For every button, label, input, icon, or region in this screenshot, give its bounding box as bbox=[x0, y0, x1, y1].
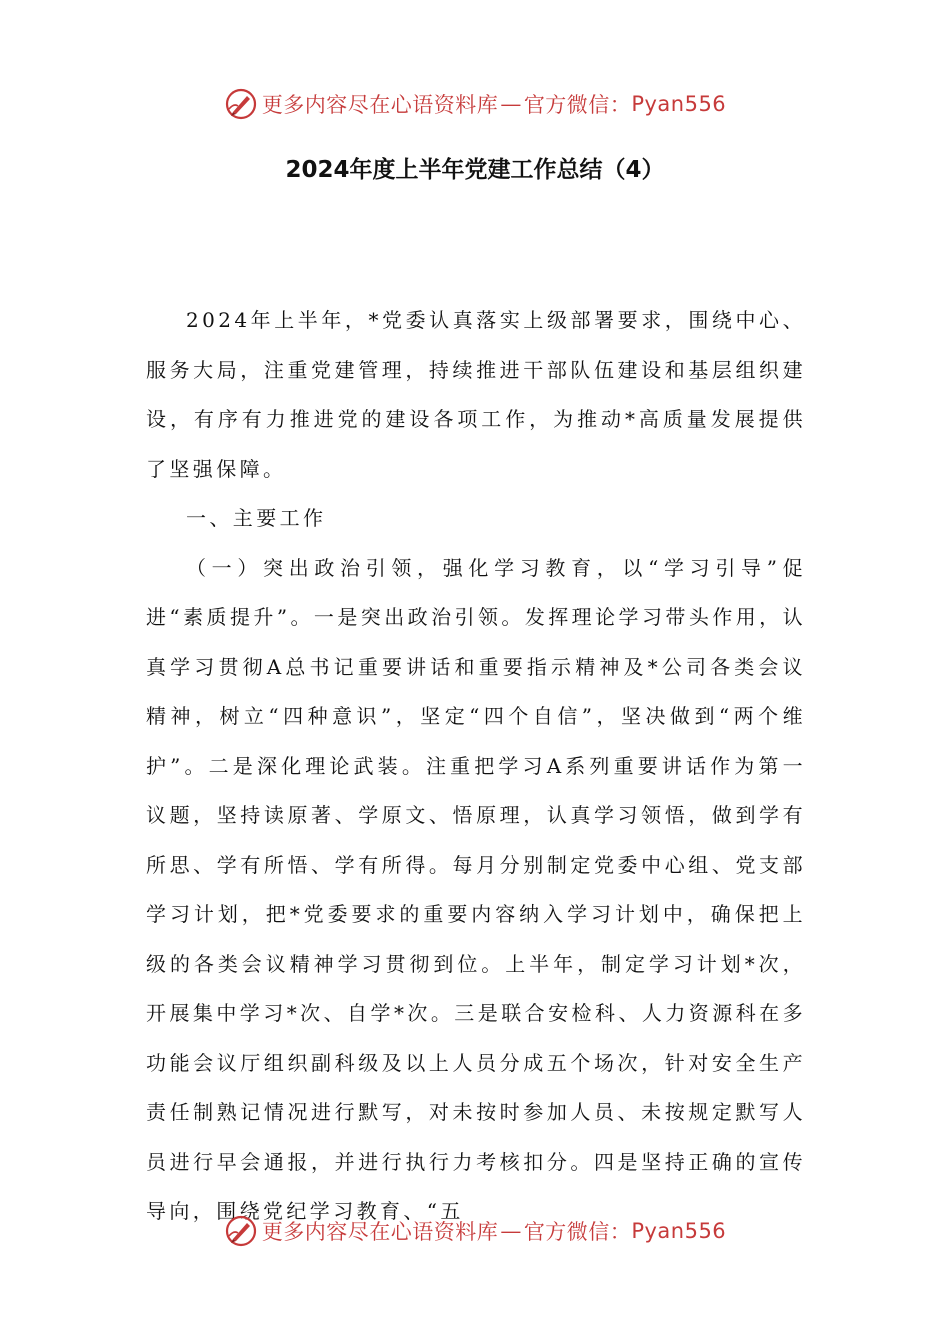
watermark-text: 更多内容尽在心语资料库 bbox=[261, 1220, 499, 1244]
watermark-text: 更多内容尽在心语资料库 bbox=[261, 93, 499, 117]
watermark-bottom bbox=[0, 1211, 950, 1251]
pen-logo-icon bbox=[224, 1214, 258, 1248]
document-body bbox=[146, 296, 806, 1237]
watermark-dash: — bbox=[500, 92, 522, 116]
paragraph-political-guidance: （一）突出政治引领，强化学习教育，以“学习引导”促进“素质提升”。一是突出政治引领。发挥理论学习带头作用，认真学习贯彻A总书记重要讲话和重要指示精神及*公司各类会议精神，树立“四种意识”，坚定“四个自信”，坚决做到“两个维护”。二是深化理论武装。注重把学习A系列重要讲话作为第一议题，坚持读原著、学原文、悟原理，认真学习领悟，做到学有所思、学有所悟、学有所得。每月分别制定党委中心组、党支部学习计划，把*党委要求的重要内容纳入学习计划中，确保把上级的各类会议精神学习贯彻到位。上半年，制定学习计划*次，开展集中学习*次、自学*次。三是联合安检科、人力资源科在多功能会议厅组织副科级及以上人员分成五个场次，针对安全生产责任制熟记情况进行默写，对未按时参加人员、未按规定默写人员进行早会通报，并进行执行力考核扣分。四是坚持正确的宣传导向，围绕党纪学习教育、“五 bbox=[146, 555, 806, 1223]
document-title: 2024年度上半年党建工作总结（4） bbox=[285, 157, 665, 183]
paragraph-intro: 2024年上半年，*党委认真落实上级部署要求，围绕中心、服务大局，注重党建管理，持续推进干部队伍建设和基层组织建设，有序有力推进党的建设各项工作，为推动*高质量发展提供了坚强保障。 bbox=[146, 308, 806, 481]
section-heading-main-work: 一、主要工作 bbox=[186, 506, 327, 530]
watermark-top bbox=[0, 84, 950, 124]
watermark-dash: — bbox=[500, 1219, 522, 1243]
watermark-contact-label: 官方微信： bbox=[523, 93, 632, 117]
watermark-contact-id: Pyan556 bbox=[631, 92, 727, 116]
watermark-contact-label: 官方微信： bbox=[523, 1220, 632, 1244]
watermark-contact-id: Pyan556 bbox=[631, 1219, 727, 1243]
pen-logo-icon bbox=[224, 87, 258, 121]
